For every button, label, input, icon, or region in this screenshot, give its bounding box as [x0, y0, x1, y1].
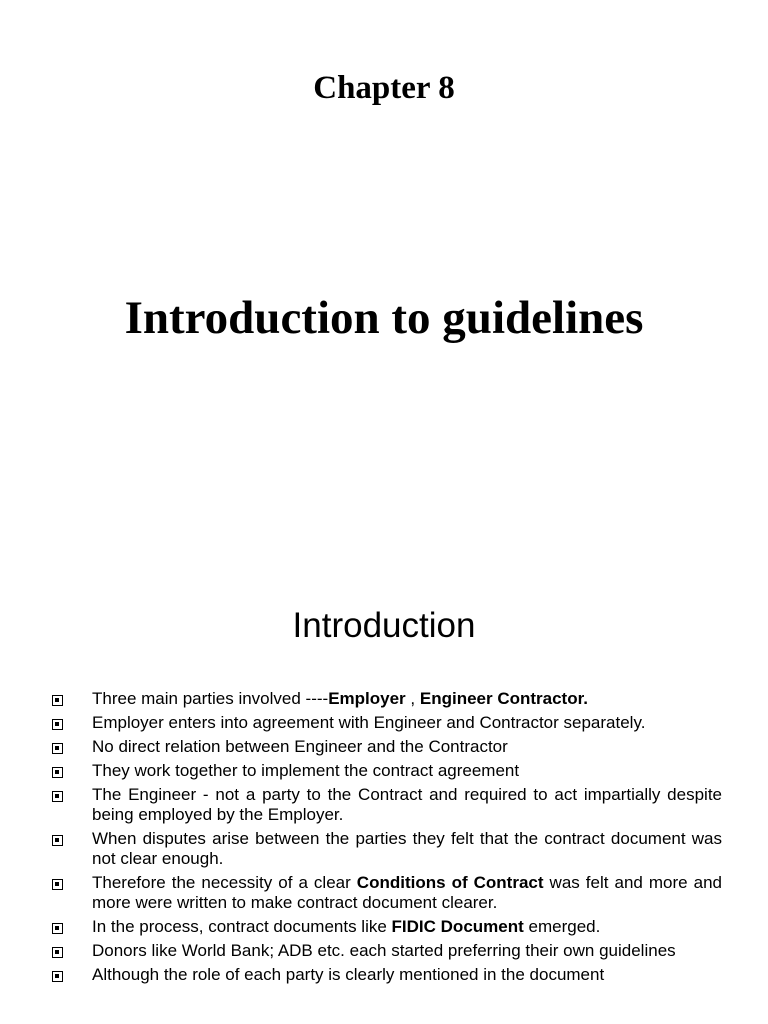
bullet-text: Therefore the necessity of a clear Conditions of Contract was felt and more and more were written to make contract document clearer. [92, 873, 722, 912]
square-bullet-icon [52, 743, 63, 754]
bullet-list [52, 689, 722, 989]
square-bullet-icon [52, 695, 63, 706]
chapter-label: Chapter 8 [313, 70, 455, 106]
square-bullet-icon [52, 947, 63, 958]
bullet-item-2 [52, 713, 722, 733]
bullet-item-8 [52, 917, 722, 937]
bullet-text: When disputes arise between the parties they felt that the contract document was not clear enough. [92, 829, 722, 868]
bullet-text: Employer enters into agreement with Engineer and Contractor separately. [92, 713, 646, 732]
bullet-item-1 [52, 689, 722, 709]
bullet-item-4 [52, 761, 722, 781]
bullet-item-9 [52, 941, 722, 961]
bullet-item-3 [52, 737, 722, 757]
bullet-text: Donors like World Bank; ADB etc. each started preferring their own guidelines [92, 941, 676, 960]
bullet-text: Although the role of each party is clearly mentioned in the document [92, 965, 605, 984]
slide-title: Introduction to guidelines [124, 292, 644, 344]
square-bullet-icon [52, 791, 63, 802]
bullet-item-6 [52, 829, 722, 869]
square-bullet-icon [52, 767, 63, 778]
square-bullet-icon [52, 835, 63, 846]
bullet-item-7 [52, 873, 722, 913]
square-bullet-icon [52, 923, 63, 934]
square-bullet-icon [52, 879, 63, 890]
bullet-item-10 [52, 965, 722, 985]
bullet-text: No direct relation between Engineer and the Contractor [92, 737, 508, 756]
square-bullet-icon [52, 719, 63, 730]
square-bullet-icon [52, 971, 63, 982]
bullet-text: The Engineer - not a party to the Contract and required to act impartially despite being employed by the Employer. [92, 785, 722, 824]
section-heading: Introduction [292, 606, 476, 645]
bullet-text: Three main parties involved ----Employer , Engineer Contractor. [92, 689, 588, 708]
bullet-text: They work together to implement the contract agreement [92, 761, 520, 780]
bullet-text: In the process, contract documents like FIDIC Document emerged. [92, 917, 601, 936]
bullet-item-5 [52, 785, 722, 825]
